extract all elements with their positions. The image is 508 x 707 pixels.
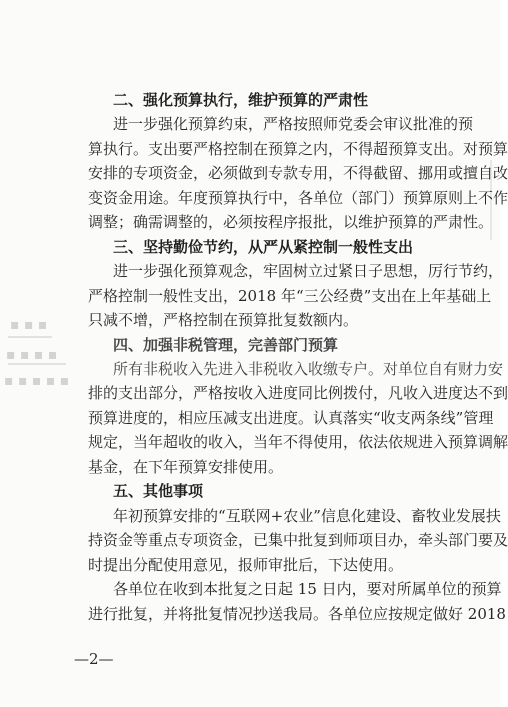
document-line: 调整；确需调整的，必须按程序报批，以维护预算的严肃性。 xyxy=(88,213,494,231)
document-line: 安排的专项资金，必须做到专款专用，不得截留、挪用或擅自改 xyxy=(88,164,508,182)
section-heading-3: 三、坚持勤俭节约，从严从紧控制一般性支出 xyxy=(113,238,414,256)
document-line: 进一步强化预算约束，严格按照师党委会审议批准的预 xyxy=(113,115,474,133)
document-line: 算执行。支出要严格控制在预算之内，不得超预算支出。对预算 xyxy=(88,140,508,158)
section-heading-4: 四、加强非税管理，完善部门预算 xyxy=(113,336,339,354)
document-line: 各单位在收到本批复之日起 15 日内，要对所属单位的预算 xyxy=(113,580,502,598)
section-heading-2: 二、强化预算执行，维护预算的严肃性 xyxy=(113,91,369,109)
document-line: 预算进度的，相应压减支出进度。认真落实“收支两条线”管理 xyxy=(88,409,494,427)
page-number-footer: —2— xyxy=(74,650,114,668)
document-line: 规定，当年超收的收入，当年不得使用，依法依规进入预算调解 xyxy=(88,433,508,451)
bleed-through-text-left-3: ▪ ▪ ▪ ▪ ▪ xyxy=(4,373,70,389)
document-line: 年初预算安排的“互联网+农业”信息化建设、畜牧业发展扶 xyxy=(113,507,501,525)
document-line: 所有非税收入先进入非税收入收缴专户。对单位自有财力安 xyxy=(113,360,504,378)
document-line: 严格控制一般性支出，2018 年“三公经费”支出在上年基础上 xyxy=(88,287,492,305)
document-line: 进行批复，并将批复情况抄送我局。各单位应按规定做好 2018 xyxy=(88,605,506,623)
document-line: 只减不增，严格控制在预算批复数额内。 xyxy=(88,311,359,329)
bleed-through-line-2 xyxy=(8,363,66,365)
document-line: 持资金等重点专项资金，已集中批复到师项目办，牵头部门要及 xyxy=(88,531,508,549)
document-line: 时提出分配使用意见，报师审批后，下达使用。 xyxy=(88,556,404,574)
section-heading-5: 五、其他事项 xyxy=(113,482,204,500)
document-line: 变资金用途。年度预算执行中，各单位（部门）预算原则上不作 xyxy=(88,189,508,207)
bleed-through-text-left-2: ▪ ▪ ▪ ▪ xyxy=(6,347,58,363)
document-line: 排的支出部分，严格按收入进度同比例拨付，凡收入进度达不到 xyxy=(88,384,508,402)
document-line: 基金，在下年预算安排使用。 xyxy=(88,458,284,476)
bleed-through-line-1 xyxy=(8,336,52,338)
bleed-through-text-left-1: ▪ ▪ ▪ xyxy=(10,317,48,333)
document-line: 进一步强化预算观念，牢固树立过紧日子思想，厉行节约， xyxy=(113,262,504,280)
